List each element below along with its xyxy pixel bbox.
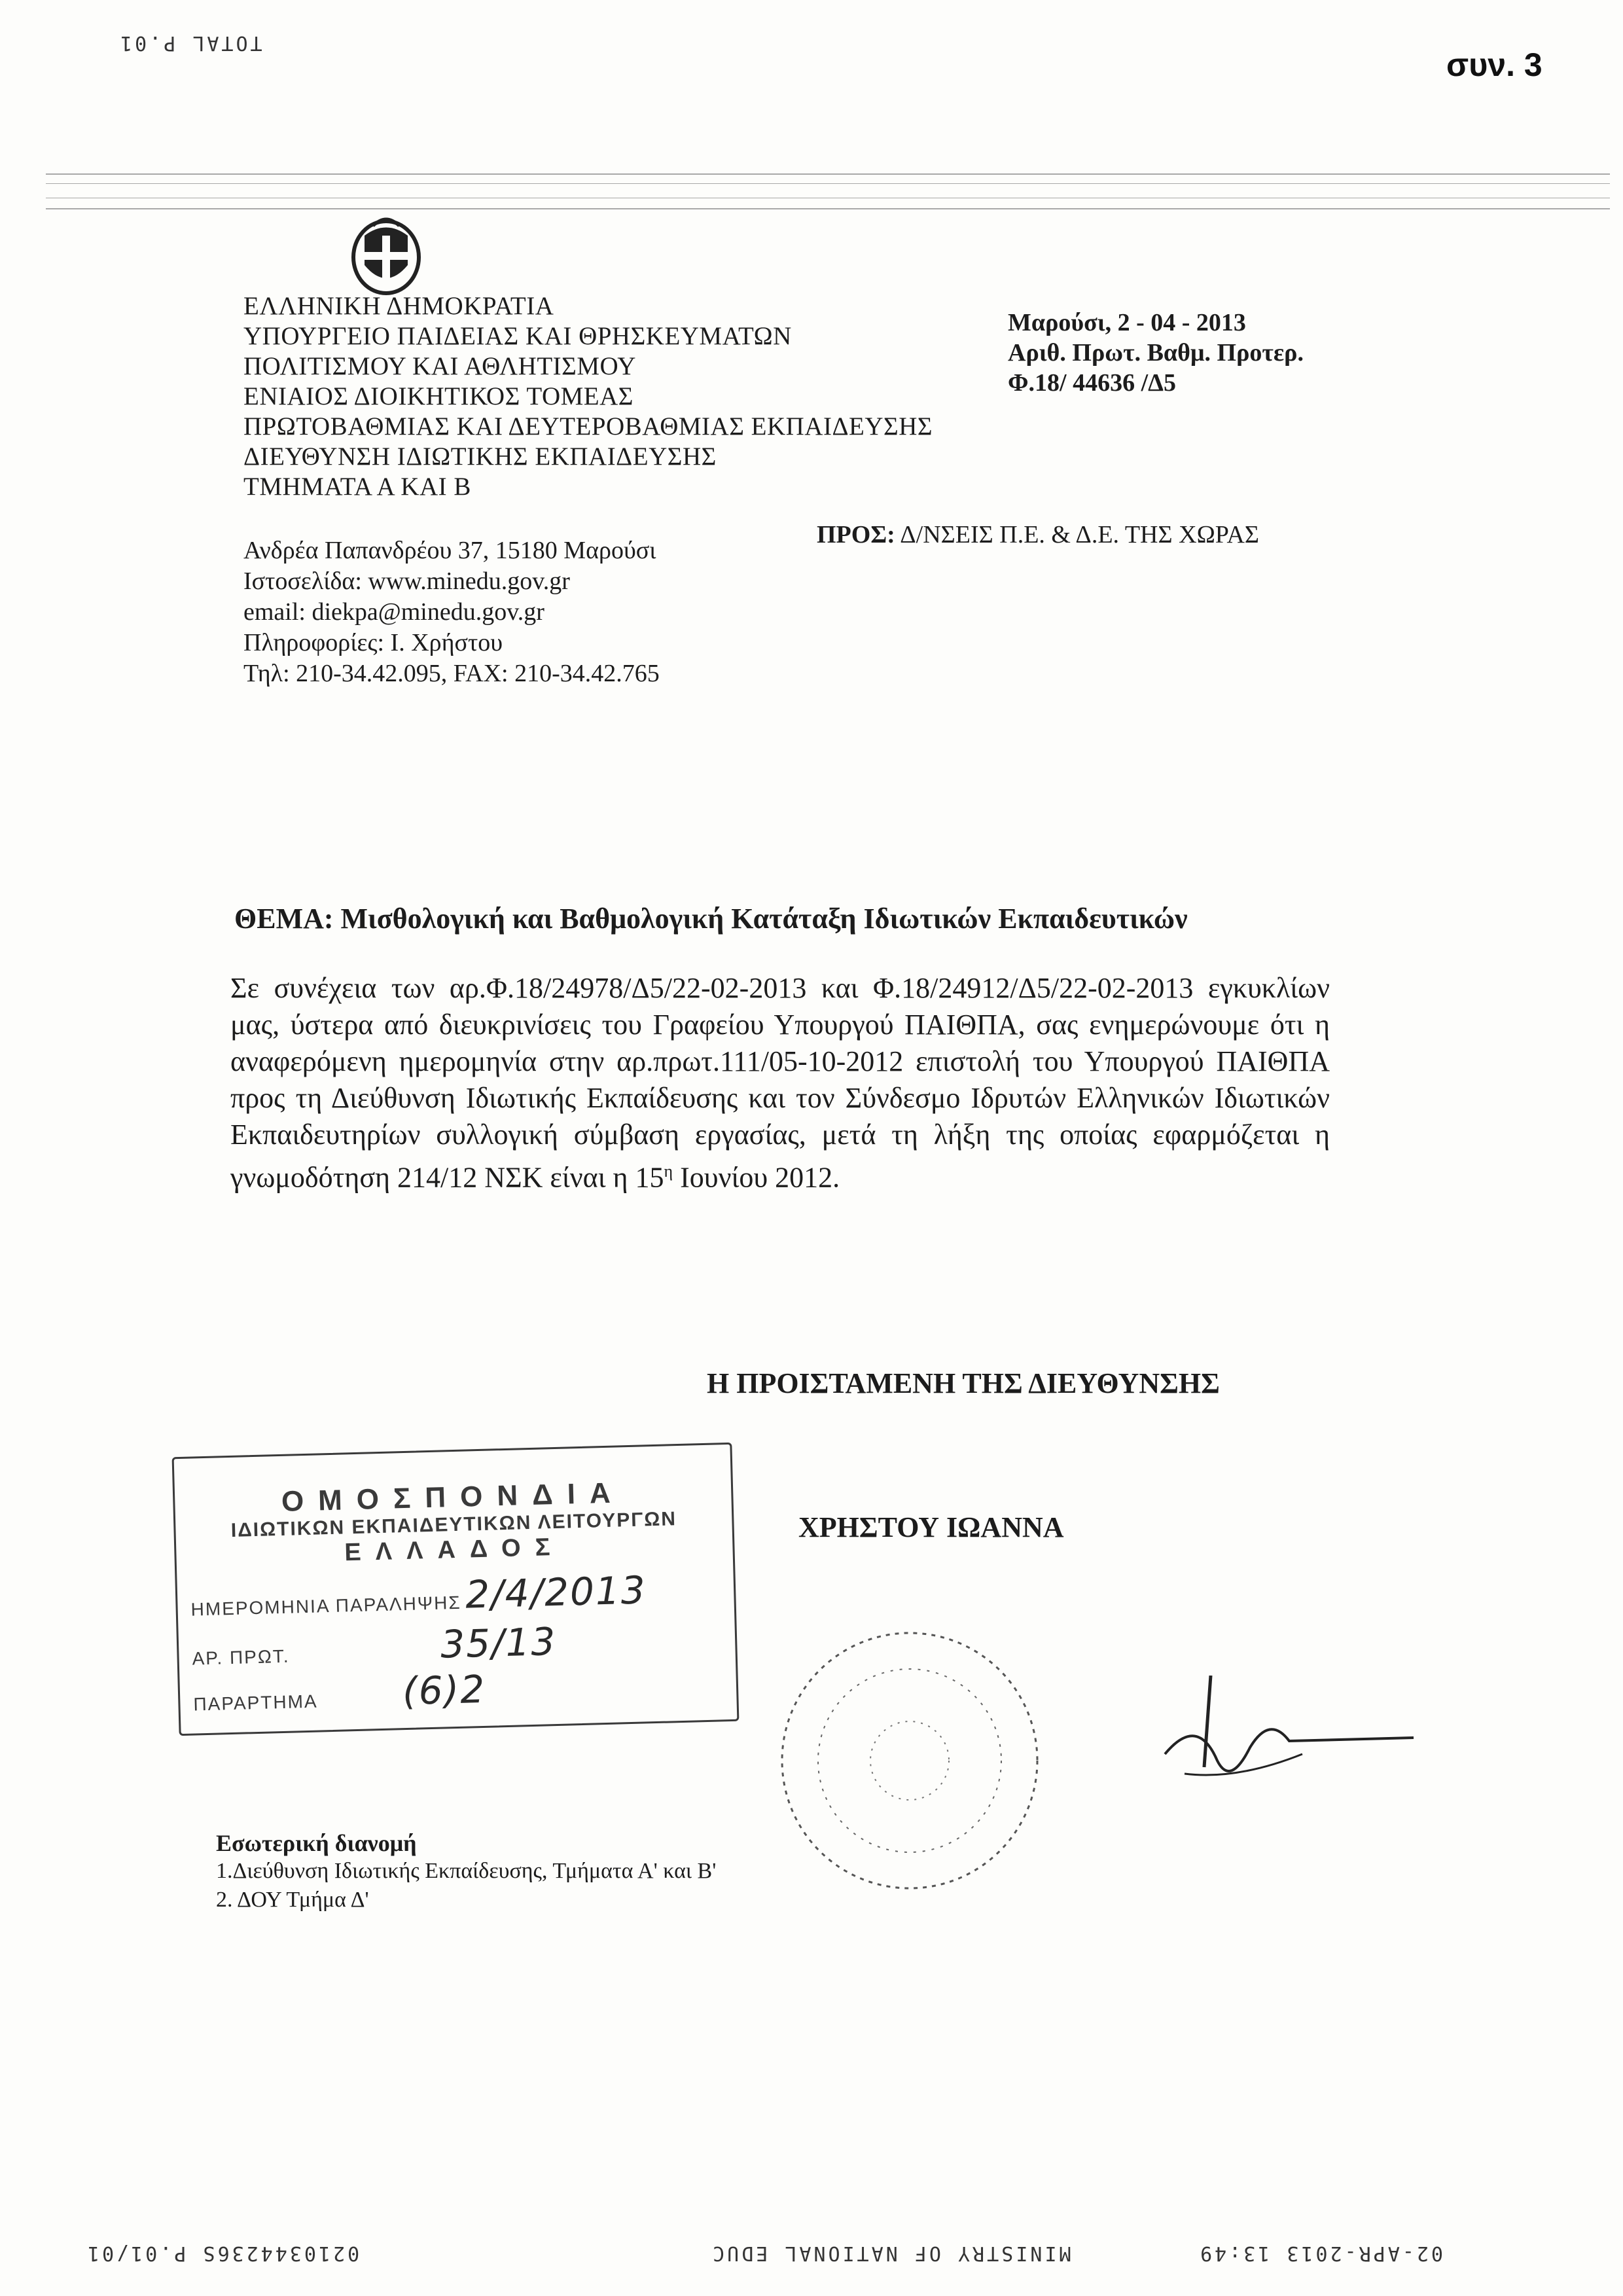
stamp-attachment-label: ΠΑΡΑΡΤΗΜΑ — [193, 1691, 318, 1715]
fax-header-top: TOTAL P.01 — [118, 31, 262, 54]
stamp-protocol-value: 35/13 — [440, 1619, 558, 1667]
header-line: ΠΡΩΤΟΒΑΘΜΙΑΣ ΚΑΙ ΔΕΥΤΕΡΟΒΑΘΜΙΑΣ ΕΚΠΑΙΔΕΥΣΗΣ — [243, 412, 933, 440]
handwritten-signature-icon — [1158, 1676, 1433, 1793]
header-line: ΔΙΕΥΘΥΝΣΗ ΙΔΙΩΤΙΚΗΣ ΕΚΠΑΙΔΕΥΣΗΣ — [243, 442, 717, 471]
protocol-number: Φ.18/ 44636 /Δ5 — [1008, 369, 1176, 397]
stamp-subtitle: ΙΔΙΩΤΙΚΩΝ ΕΚΠΑΙΔΕΥΤΙΚΩΝ ΛΕΙΤΟΥΡΓΩΝ — [230, 1508, 677, 1541]
top-rule-1 — [46, 173, 1610, 175]
header-line: ΕΛΛΗΝΙΚΗ ΔΗΜΟΚΡΑΤΙΑ — [243, 292, 554, 320]
stamp-row-received — [190, 1568, 647, 1621]
distribution-item: 2. ΔΟΥ Τμήμα Δ' — [216, 1888, 369, 1912]
body-text: Σε συνέχεια των αρ.Φ.18/24978/Δ5/22-02-2013 και Φ.18/24912/Δ5/22-02-2013 εγκυκλίων μας, ύστερα από διευκρινίσεις του Γραφείου Υπουργού ΠΑΙΘΠΑ, σας ενημερώνουμε ότι η αναφερόμενη ημερομηνία στην αρ.πρωτ.111/05-10-2012 επιστολή του Υπουργού ΠΑΙΘΠΑ προς τη Διεύθυνση Ιδιωτικής Εκπαίδευσης και τον Σύνδεσμο Ιδρυτών Ελληνικών Ιδιωτικών Εκπαιδευτηρίων συλλογική σύμβαση εργασίας, μετά τη λήξη της οποίας εφαρμόζεται η γνωμοδότηση 214/12 ΝΣΚ είναι η 15 — [230, 972, 1330, 1194]
stamp-title: ΟΜΟΣΠΟΝΔΙΑ — [281, 1477, 626, 1518]
protocol-label: Αριθ. Πρωτ. Βαθμ. Προτερ. — [1008, 339, 1304, 367]
recipient-label: ΠΡΟΣ: — [817, 521, 895, 548]
recipient-value: Δ/ΝΣΕΙΣ Π.Ε. & Δ.Ε. ΤΗΣ ΧΩΡΑΣ — [900, 521, 1260, 548]
header-line: ΥΠΟΥΡΓΕΙΟ ΠΑΙΔΕΙΑΣ ΚΑΙ ΘΡΗΣΚΕΥΜΑΤΩΝ — [243, 322, 792, 350]
header-line: ΕΝΙΑΙΟΣ ΔΙΟΙΚΗΤΙΚΟΣ ΤΟΜΕΑΣ — [243, 382, 633, 410]
fax-footer-date: 02-APR-2013 13:49 — [1198, 2242, 1444, 2265]
website: Ιστοσελίδα: www.minedu.gov.gr — [243, 567, 570, 595]
place-date: Μαρούσι, 2 - 04 - 2013 — [1008, 309, 1246, 336]
body-superscript: η — [664, 1162, 673, 1181]
stamp-country: ΕΛΛΑΔΟΣ — [344, 1533, 565, 1567]
annex-annotation: συν. 3 — [1446, 46, 1543, 83]
info-contact: Πληροφορίες: Ι. Χρήστου — [243, 629, 503, 656]
fax-footer-sender: MINISTRY OF NATIONAL EDUC — [710, 2242, 1071, 2265]
distribution-block — [216, 1829, 716, 1914]
coat-of-arms-icon — [344, 213, 429, 298]
ministry-header — [243, 291, 933, 502]
phone-fax: Τηλ: 210-34.42.095, FAX: 210-34.42.765 — [243, 660, 660, 687]
contact-block — [243, 535, 660, 689]
body-paragraph — [230, 970, 1330, 1196]
stamp-row-attachment — [193, 1666, 486, 1715]
address: Ανδρέα Παπανδρέου 37, 15180 Μαρούσι — [243, 537, 656, 564]
stamp-received-label: ΗΜΕΡΟΜΗΝΙΑ ΠΑΡΑΛΗΨΗΣ — [190, 1592, 462, 1620]
header-line: ΤΜΗΜΑΤΑ Α ΚΑΙ Β — [243, 473, 471, 501]
signatory-name: ΧΡΗΣΤΟΥ ΙΩΑΝΝΑ — [798, 1511, 1064, 1543]
top-rule-4 — [46, 208, 1610, 209]
stamp-row-protocol — [192, 1619, 558, 1670]
distribution-item: 1.Διεύθυνση Ιδιωτικής Εκπαίδευσης, Τμήματα Α' και Β' — [216, 1859, 717, 1883]
recipient — [817, 520, 1259, 550]
reference-block — [1008, 308, 1304, 398]
stamp-protocol-label: ΑΡ. ΠΡΩΤ. — [192, 1645, 290, 1669]
stamp-attachment-value: (6)2 — [402, 1666, 486, 1714]
subject-line: ΘΕΜΑ: Μισθολογική και Βαθμολογική Κατάταξη Ιδιωτικών Εκπαιδευτικών — [234, 903, 1188, 935]
header-line: ΠΟΛΙΤΙΣΜΟΥ ΚΑΙ ΑΘΛΗΤΙΣΜΟΥ — [243, 352, 636, 380]
federation-stamp — [172, 1443, 740, 1736]
top-rule-2 — [46, 183, 1610, 184]
signature-title: Η ΠΡΟΙΣΤΑΜΕΝΗ ΤΗΣ ΔΙΕΥΘΥΝΣΗΣ — [707, 1367, 1220, 1399]
body-text-end: Ιουνίου 2012. — [673, 1161, 840, 1194]
stamp-received-date: 2/4/2013 — [465, 1568, 647, 1617]
ministry-seal-icon — [772, 1623, 1047, 1898]
email: email: diekpa@minedu.gov.gr — [243, 598, 544, 626]
distribution-title: Εσωτερική διανομή — [216, 1830, 417, 1856]
fax-footer-number: 0210344236S P.01/01 — [85, 2242, 360, 2265]
